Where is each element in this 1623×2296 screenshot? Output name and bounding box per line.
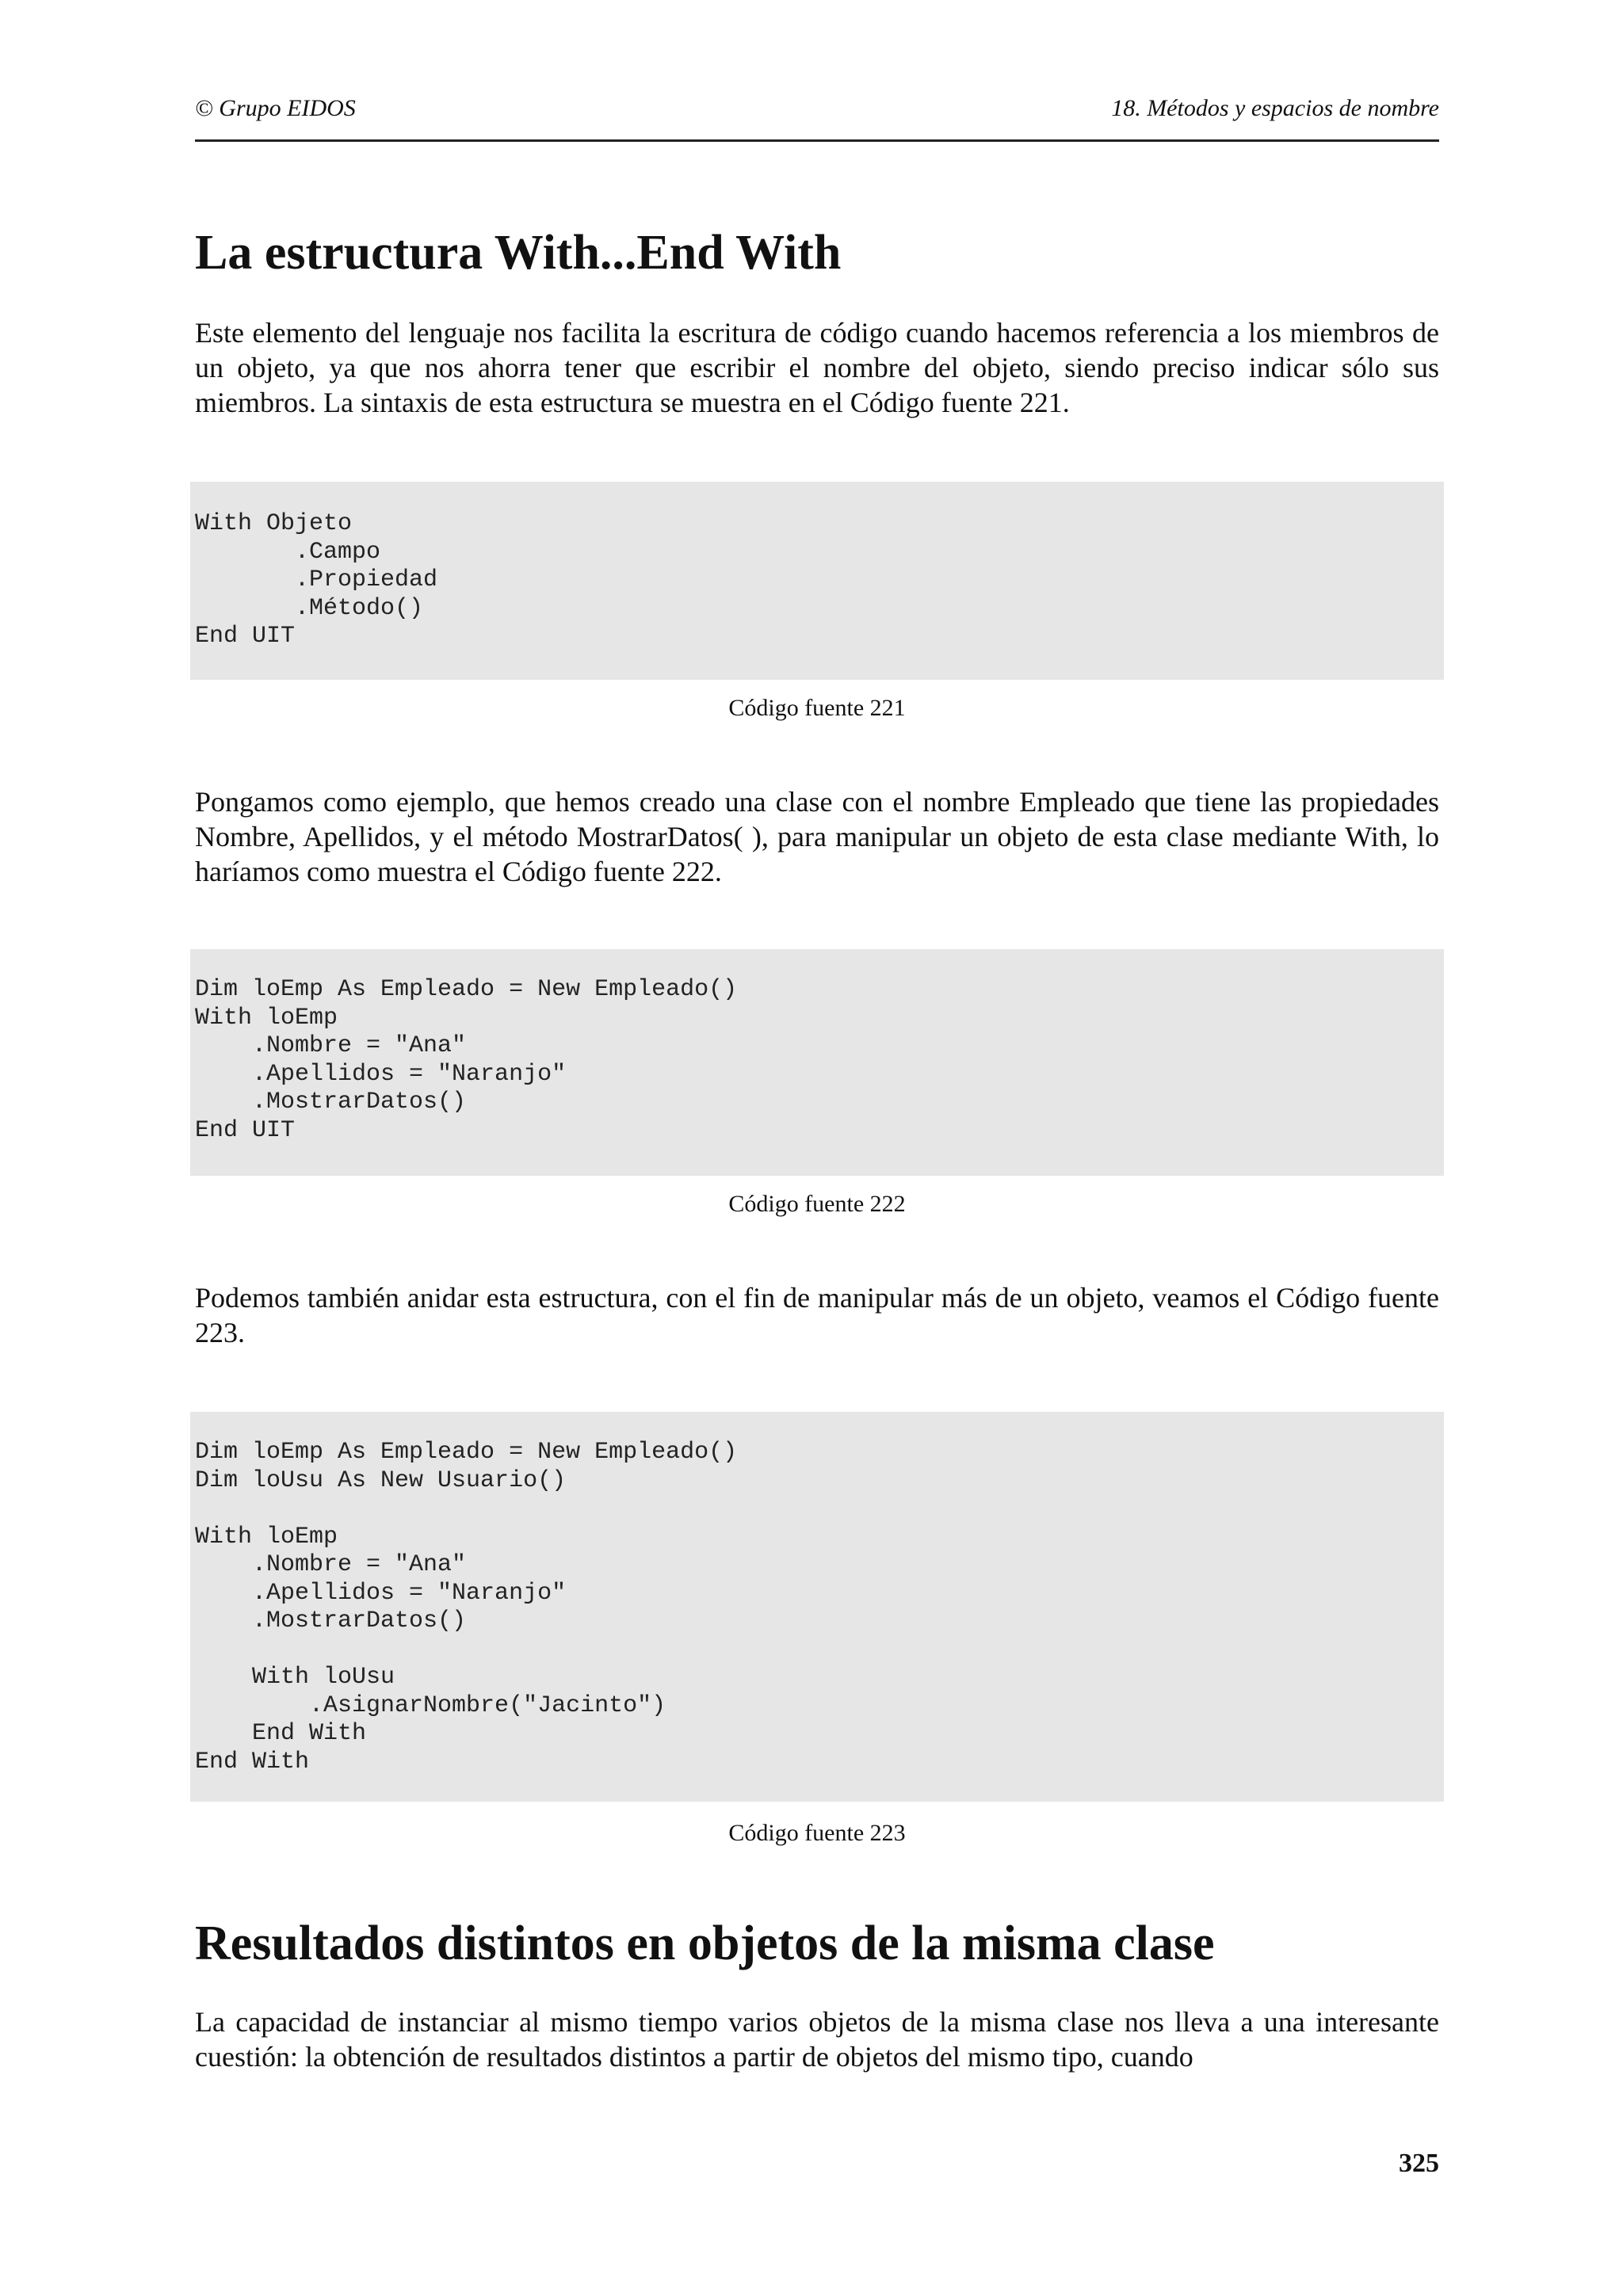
page-number: 325 bbox=[1399, 2149, 1439, 2178]
code-caption-221: Código fuente 221 bbox=[728, 695, 906, 721]
code-block-221 bbox=[190, 482, 1444, 680]
code-listing-222: Dim loEmp As Empleado = New Empleado() With loEmp .Nombre = "Ana" .Apellidos = "Naranjo" .MostrarDatos() End UIT bbox=[195, 976, 738, 1144]
header-publisher: © Grupo EIDOS bbox=[195, 95, 356, 121]
header-chapter-title: 18. Métodos y espacios de nombre bbox=[1111, 95, 1439, 121]
running-header bbox=[195, 95, 1439, 142]
paragraph-intro-with: Este elemento del lenguaje nos facilita la escritura de código cuando hacemos referencia a los miembros de un objeto, ya que nos ahorra tener que escribir el nombre del objeto, siendo preciso indicar sólo sus miembros. La sintaxis de esta estructura se muestra en el Código fuente 221. bbox=[195, 317, 1439, 418]
code-block-223 bbox=[190, 1412, 1444, 1802]
paragraph-resultados-intro: La capacidad de instanciar al mismo tiempo varios objetos de la misma clase nos lleva a una interesante cuestión: la obtención de resultados distintos a partir de objetos del mismo tipo, cuando bbox=[195, 2006, 1439, 2073]
paragraph-example-empleado: Pongamos como ejemplo, que hemos creado una clase con el nombre Empleado que tiene las propiedades Nombre, Apellidos, y el método MostrarDatos( ), para manipular un objeto de esta clase mediante With, lo haríamos como muestra el Código fuente 222. bbox=[195, 786, 1439, 887]
code-listing-221: With Objeto .Campo .Propiedad .Método() End UIT bbox=[195, 510, 438, 650]
code-caption-222: Código fuente 222 bbox=[728, 1191, 906, 1217]
document-page bbox=[195, 0, 1439, 2296]
code-listing-223: Dim loEmp As Empleado = New Empleado() Dim loUsu As New Usuario() With loEmp .Nombre = "Ana" .Apellidos = "Naranjo" .MostrarDatos() With loUsu .AsignarNombre("Jacinto") End With End With bbox=[195, 1439, 738, 1775]
section-heading-with-end-with: La estructura With...End With bbox=[195, 226, 842, 280]
code-caption-223: Código fuente 223 bbox=[728, 1820, 906, 1846]
code-block-222 bbox=[190, 949, 1444, 1176]
section-heading-resultados-distintos: Resultados distintos en objetos de la misma clase bbox=[195, 1917, 1215, 1970]
paragraph-nested-with: Podemos también anidar esta estructura, con el fin de manipular más de un objeto, veamos el Código fuente 223. bbox=[195, 1282, 1439, 1348]
